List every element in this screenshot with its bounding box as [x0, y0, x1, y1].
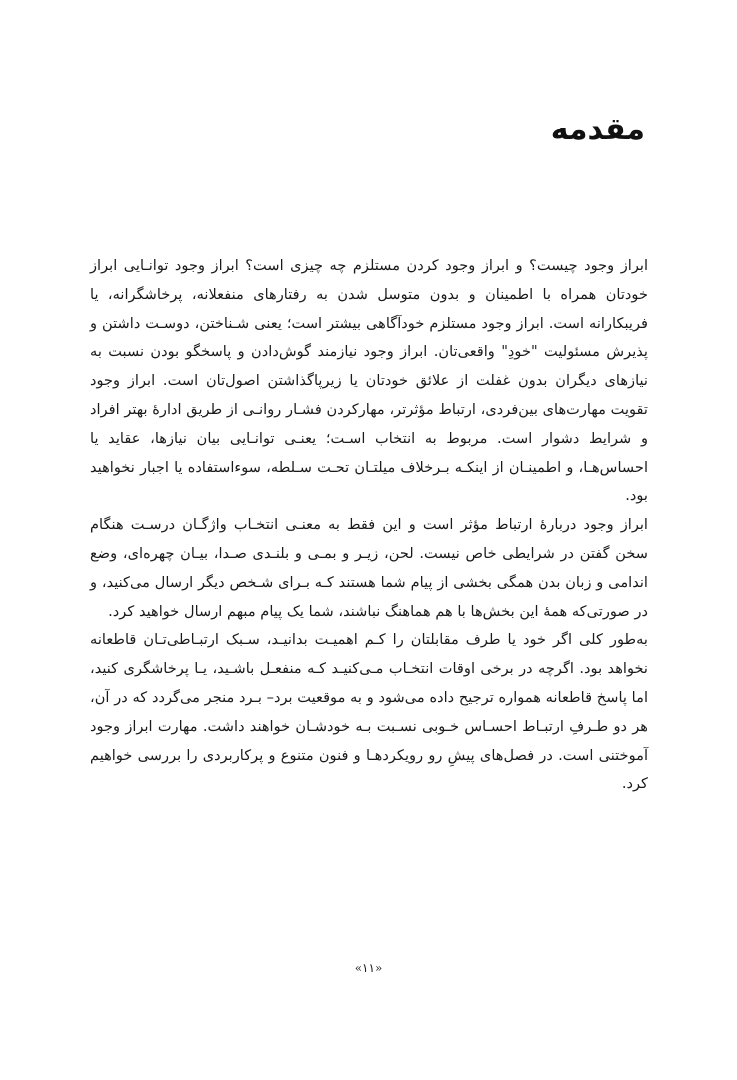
paragraph-2: ابراز وجود دربارهٔ ارتباط مؤثر است و این فقط به معنـی انتخـاب واژگـان درسـت هنگام سخن گفتن در شرایطی خاص نیست. لحن، زیـر و بمـی و بلنـدی صـدا، بیـان چهره‌ای، وضع اندامی و زبان بدن همگی بخشی از پیام شما هستند کـه بـرای شـخص دیگر ارسال می‌کنید، و در صورتی‌که همهٔ این بخش‌ها با هم هماهنگ نباشند، شما یک پیام مبهم ارسال خواهید کرد.	[90, 516, 648, 620]
paragraph-3: به‌طور کلی اگر خود یا طرف مقابلتان را کـم اهمیـت بدانیـد، سـبک ارتبـاطی‌تـان قاطعانه نخواهد بود. اگرچه در برخی اوقات انتخـاب مـی‌کنیـد کـه منفعـل باشـید، یـا پرخاشگری کنید، اما پاسخ قاطعانه همواره ترجیح داده می‌شود و به موقعیت برد– بـرد منجر می‌گردد که در آن، هر دو طـرفِ ارتبـاط احسـاس خـوبی نسـبت بـه خودشـان خواهند داشت. مهارت ابراز وجود آموختنی است. در فصل‌های پیشِ رو رویکردهـا و فنون متنوع و پرکاربردی را بررسی خواهیم کرد.	[90, 631, 648, 793]
page-number: «۱۱»	[354, 961, 383, 975]
paragraph-1: ابراز وجود چیست؟ و ابراز وجود کردن مستلزم چه چیزی است؟ ابراز وجود توانـایی ابراز خودتان همراه با اطمینان و بدون متوسل شدن به رفتارهای منفعلانه، پرخاشگرانه، یا فریبکارانه است. ابراز وجود مستلزم خودآگاهی بیشتر است؛ یعنی شـناختن، دوسـت داشتن و پذیرش مسئولیت "خودِ" واقعی‌تان. ابراز وجود نیازمند گوش‌دادن و پاسخگو بودن نسبت به نیازهای دیگران بدون غفلت از علائق خودتان یا زیرپاگذاشتن اصول‌تان است. ابراز وجود تقویت مهارت‌های بین‌فردی، ارتباط مؤثرتر، مهارکردن فشـار روانـی از طریق ادارهٔ بهتر افراد و شرایط دشوار است. مربوط به انتخاب اسـت؛ یعنـی توانـایی بیان نیازها، عقاید یا احساس‌هـا، و اطمینـان از اینکـه بـرخلاف میلتـان تحـت سـلطه، سوءاستفاده یا اجبار نخواهید بود.	[90, 257, 648, 505]
body-text	[90, 252, 648, 799]
chapter-title: مقدمه	[550, 112, 645, 147]
